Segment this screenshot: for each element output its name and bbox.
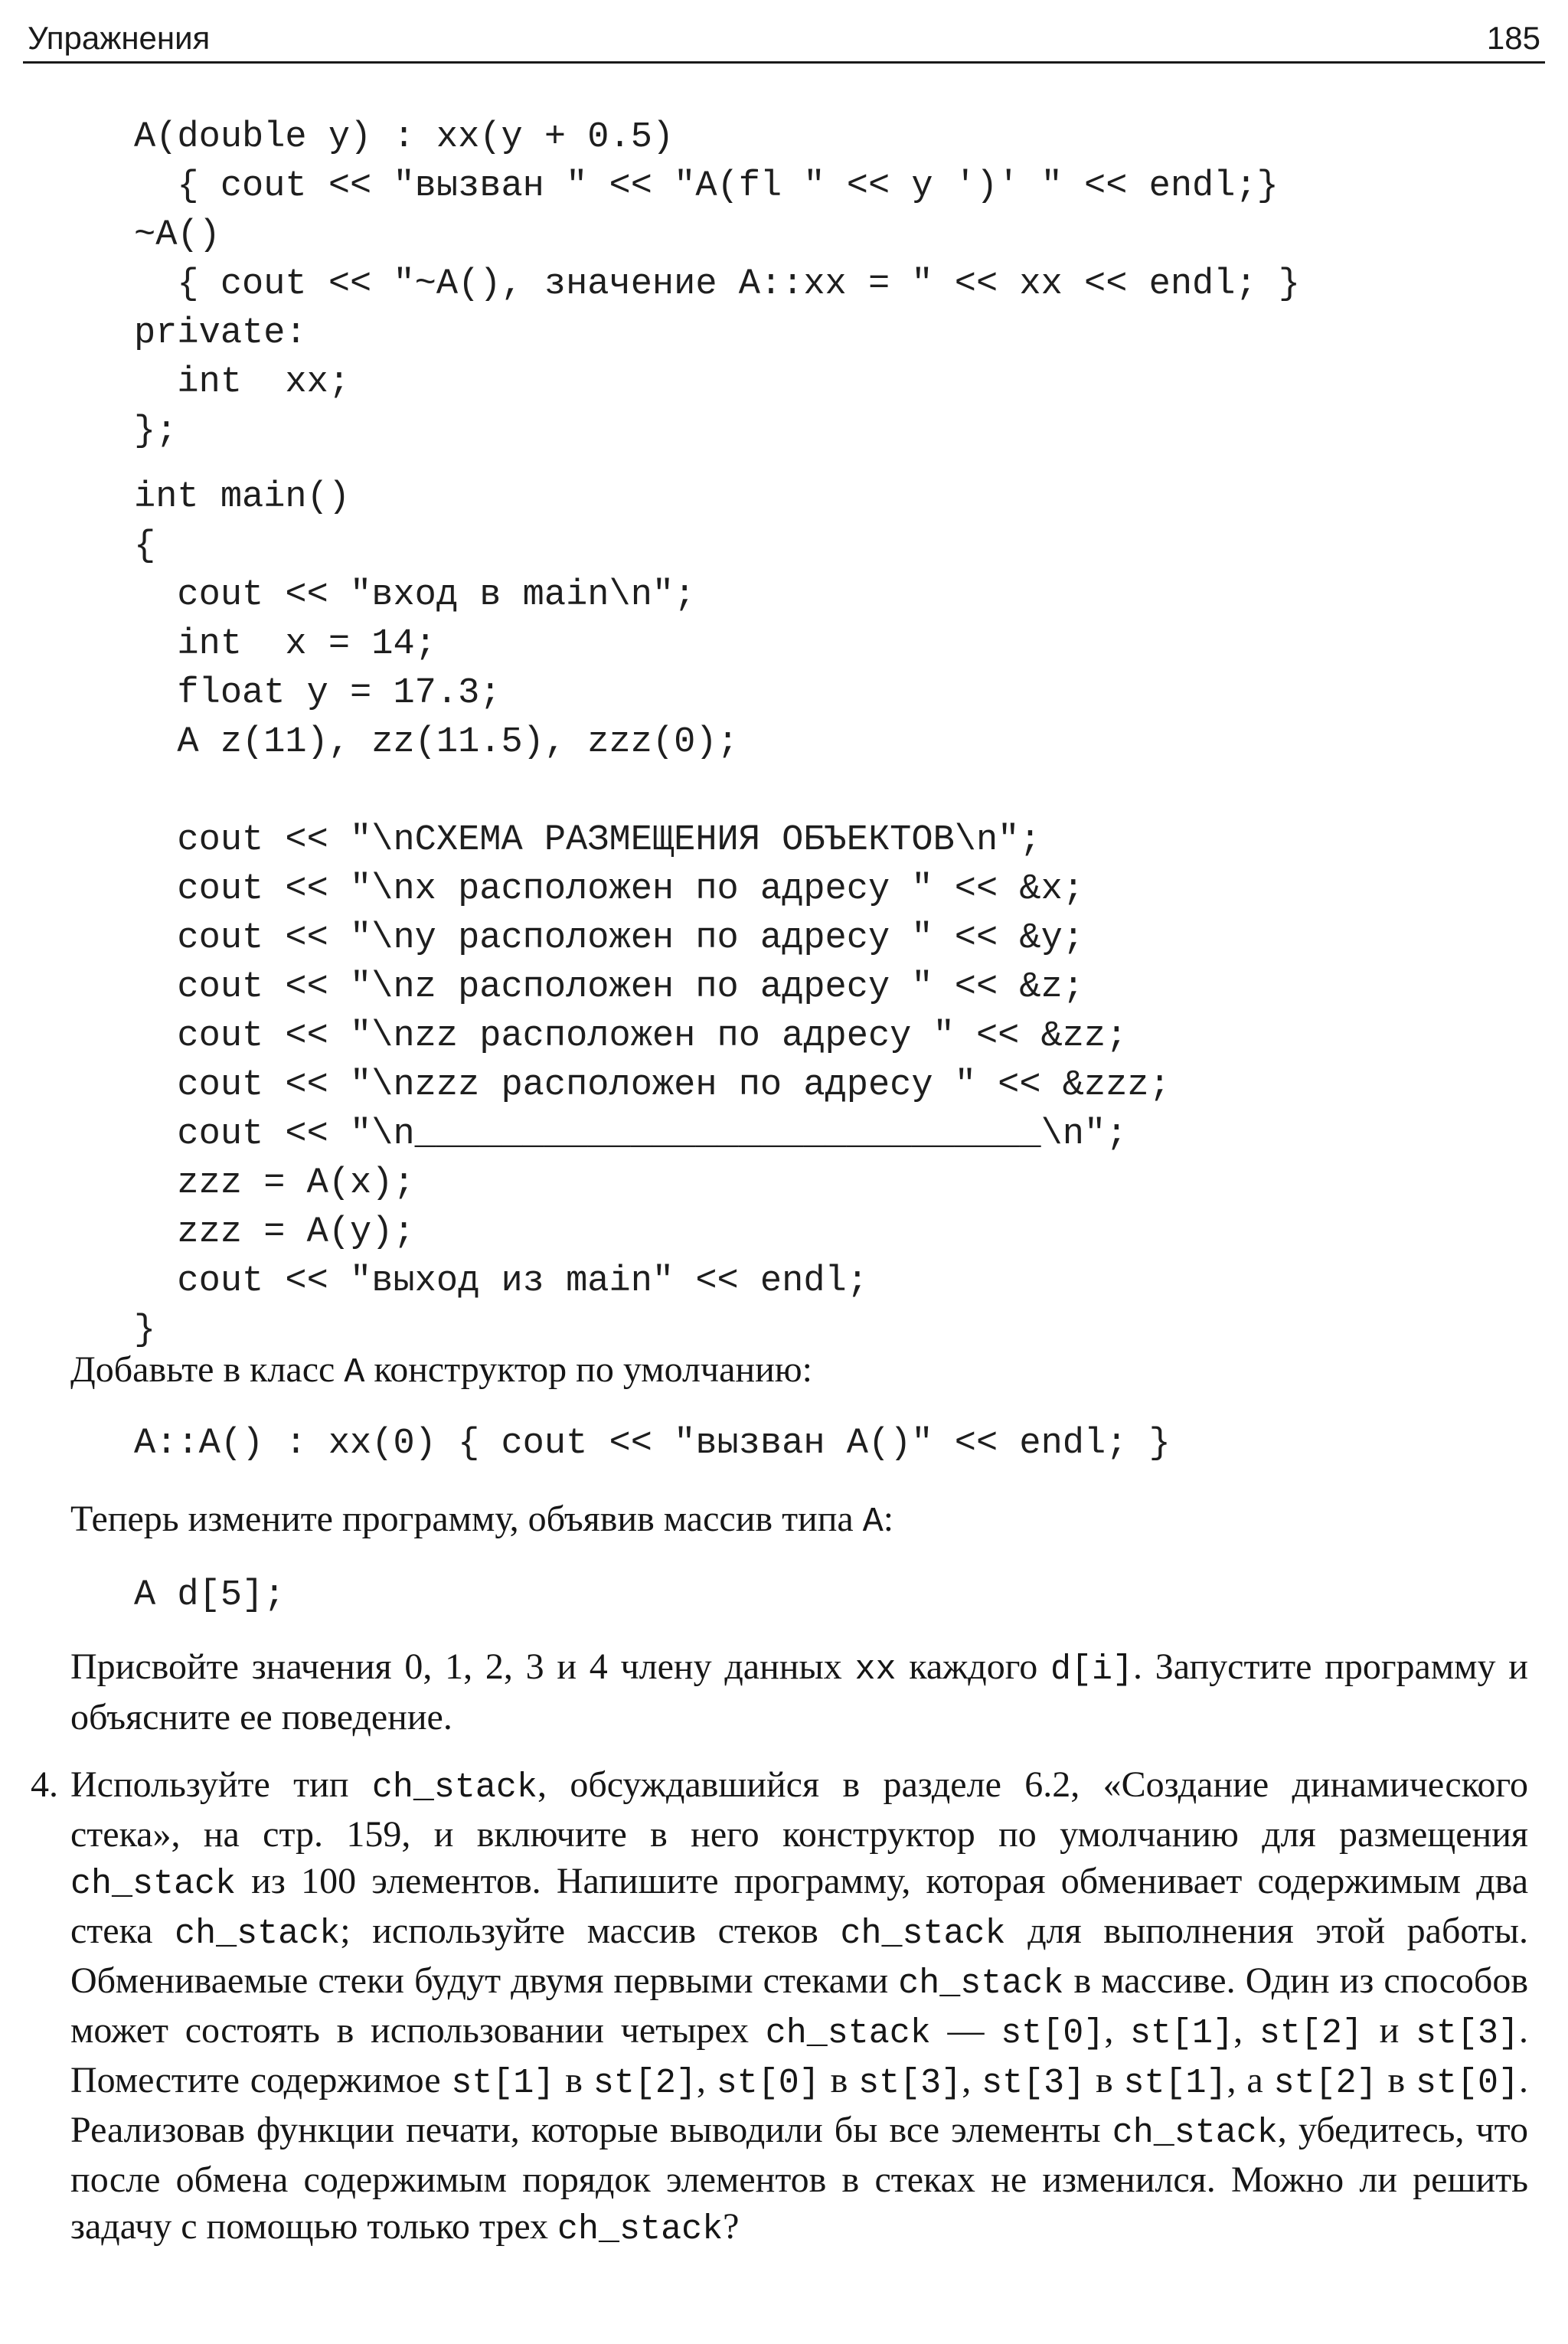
- code-listing-class-tail: A(double y) : xx(y + 0.5) { cout << "вызван " << "A(fl " << y ')' " << endl;} ~A() { cout << "~A(), значение A::xx = " << xx << endl; } private: int xx; };: [134, 117, 1301, 452]
- text-run: Теперь измените программу, объявив массив типа: [70, 1499, 863, 1539]
- paragraph-add-constructor: [70, 1346, 1528, 1397]
- text-run: в: [1085, 2060, 1124, 2100]
- inline-code: ch_stack: [371, 1768, 537, 1807]
- inline-code: st[3]: [982, 2064, 1086, 2103]
- text-run: ,: [696, 2060, 717, 2100]
- text-run: :: [883, 1499, 894, 1539]
- inline-code: ch_stack: [840, 1914, 1006, 1953]
- text-run: из 100 элементов. Напишите программу, которая обменивает содержимым два стека: [70, 1861, 1528, 1951]
- text-run: Присвойте значения 0, 1, 2, 3 и 4 члену данных: [70, 1646, 855, 1687]
- running-header: [23, 17, 1545, 64]
- inline-code: ch_stack: [70, 1865, 237, 1904]
- inline-code: st[2]: [1273, 2064, 1377, 2103]
- text-run: ,: [962, 2060, 982, 2100]
- exercise-4-text: [70, 1761, 1528, 2253]
- text-run: —: [930, 2010, 1001, 2051]
- text-run: Используйте тип: [70, 1764, 372, 1805]
- inline-code: st[0]: [1416, 2064, 1520, 2103]
- exercise-number: 4.: [31, 1764, 58, 1805]
- inline-code: A: [862, 1502, 884, 1541]
- inline-code: d[i]: [1050, 1650, 1133, 1689]
- inline-code: ch_stack: [557, 2210, 724, 2249]
- text-run: ,: [1104, 2010, 1131, 2051]
- inline-code: st[1]: [1130, 2014, 1234, 2053]
- inline-code: st[2]: [593, 2064, 697, 2103]
- text-run: . Запустите программу и объясните ее поведение.: [70, 1646, 1528, 1738]
- text-run: , обсуждавшийся в разделе 6.2, «Создание динамического стека», на стр. 159, и включите в него конструктор по умолчанию для размещения: [70, 1764, 1529, 1855]
- inline-code: A: [344, 1353, 365, 1392]
- code-array-declaration: A d[5];: [134, 1575, 286, 1616]
- text-run: ; используйте массив стеков: [340, 1911, 841, 1951]
- inline-code: ch_stack: [1112, 2114, 1278, 2153]
- inline-code: st[0]: [716, 2064, 820, 2103]
- text-run: . Поместите содержимое: [70, 2010, 1529, 2100]
- text-run: в массиве. Один из способов может состоять в использовании четырех: [70, 1960, 1528, 2051]
- text-run: , а: [1227, 2060, 1274, 2100]
- exercise-4: [31, 1761, 1528, 2253]
- text-run: конструктор по умолчанию:: [364, 1349, 812, 1390]
- inline-code: st[3]: [858, 2064, 962, 2103]
- inline-code: xx: [854, 1650, 897, 1689]
- text-run: в: [1377, 2060, 1416, 2100]
- inline-code: st[1]: [451, 2064, 555, 2103]
- paragraph-assign-values: [70, 1643, 1528, 1741]
- text-run: и: [1362, 2010, 1416, 2051]
- text-run: каждого: [896, 1646, 1050, 1687]
- text-run: , убедитесь, что после обмена содержимым порядок элементов в стеках не изменился. Можно ли решить задачу с помощью только трех: [70, 2110, 1528, 2247]
- inline-code: st[3]: [1415, 2014, 1520, 2053]
- page-number: 185: [1486, 20, 1540, 56]
- text-run: ,: [1233, 2010, 1259, 2051]
- code-default-constructor: A::A() : xx(0) { cout << "вызван A()" << endl; }: [134, 1424, 1171, 1464]
- text-run: Добавьте в класс: [70, 1349, 345, 1390]
- text-run: в: [554, 2060, 593, 2100]
- text-run: для выполнения этой работы. Обмениваемые стеки будут двумя первыми стеками: [70, 1911, 1528, 2001]
- inline-code: st[2]: [1259, 2014, 1363, 2053]
- inline-code: st[0]: [1001, 2014, 1105, 2053]
- inline-code: ch_stack: [175, 1914, 341, 1953]
- text-run: в: [819, 2060, 859, 2100]
- section-title: Упражнения: [28, 20, 211, 56]
- paragraph-change-program: [70, 1496, 1528, 1546]
- text-run: . Реализовав функции печати, которые выводили бы все элементы: [70, 2060, 1529, 2150]
- inline-code: st[1]: [1123, 2064, 1227, 2103]
- inline-code: ch_stack: [765, 2014, 931, 2053]
- text-run: ?: [723, 2206, 740, 2247]
- inline-code: ch_stack: [898, 1964, 1064, 2003]
- code-listing-main: int main() { cout << "вход в main\n"; int x = 14; float y = 17.3; A z(11), zz(11.5), zzz(0); cout << "\nСХЕМА РАЗМЕЩЕНИЯ ОБЪЕКТОВ\n"; cout << "\nx расположен по адресу " << &x; cout << "\ny расположен по адресу " << &y; cout << "\nz расположен по адресу " << &z; cout << "\nzz расположен по адресу " << &zz; cout << "\nzzz расположен по адресу " << &zzz; cout << "\n_____________________________\n"; zzz = A(x); zzz = A(y); cout << "выход из main" << endl; }: [134, 477, 1171, 1351]
